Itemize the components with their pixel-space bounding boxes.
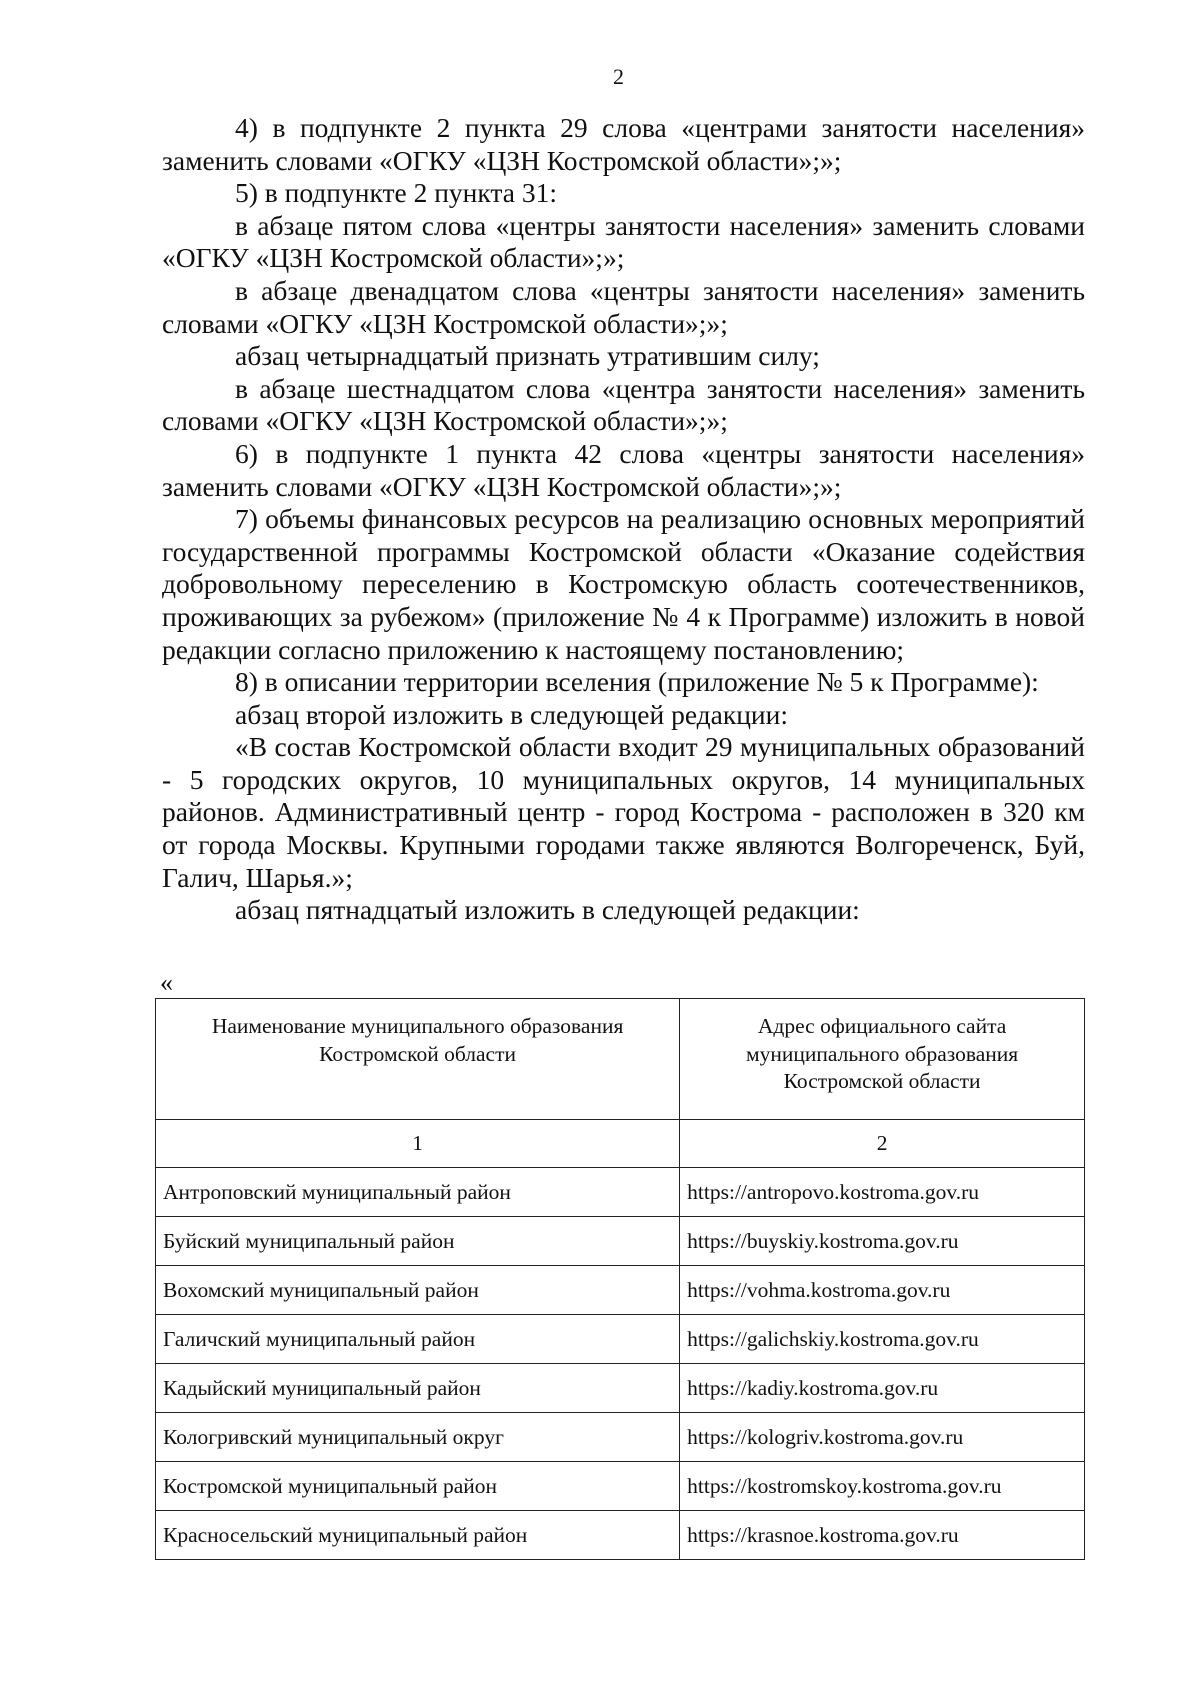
opening-quote: « xyxy=(160,968,173,997)
municipality-site: https://buyskiy.kostroma.gov.ru xyxy=(680,1217,1085,1266)
paragraph-item-4: 4) в подпункте 2 пункта 29 слова «центрами занятости населения» заменить словами «ОГКУ «ЦЗН Костромской области»;»; xyxy=(162,112,1085,176)
table-row xyxy=(156,1315,1085,1364)
municipality-site: https://krasnoe.kostroma.gov.ru xyxy=(680,1511,1085,1560)
paragraph-abzac-5: в абзаце пятом слова «центры занятости населения» заменить словами «ОГКУ «ЦЗН Костромской области»;»; xyxy=(162,209,1085,274)
table-row xyxy=(156,1511,1085,1560)
municipality-site: https://kologriv.kostroma.gov.ru xyxy=(680,1413,1085,1462)
paragraph-item-6: 6) в подпункте 1 пункта 42 слова «центры занятости населения» заменить словами «ОГКУ «ЦЗН Костромской области»;»; xyxy=(162,437,1085,502)
paragraph-abzac-15-intro: абзац пятнадцатый изложить в следующей редакции: xyxy=(235,894,860,926)
municipal-sites-table xyxy=(155,998,1085,1560)
paragraph-item-5: 5) в подпункте 2 пункта 31: xyxy=(235,177,557,209)
municipality-name: Костромской муниципальный район xyxy=(156,1462,680,1511)
municipality-name: Буйский муниципальный район xyxy=(156,1217,680,1266)
municipality-site: https://vohma.kostroma.gov.ru xyxy=(680,1266,1085,1315)
table-header-row xyxy=(156,999,1085,1120)
municipality-site: https://kostromskoy.kostroma.gov.ru xyxy=(680,1462,1085,1511)
paragraph-abzac-14: абзац четырнадцатый признать утратившим силу; xyxy=(235,340,820,372)
table-row xyxy=(156,1168,1085,1217)
table-header-name: Наименование муниципального образования Костромской области xyxy=(156,999,680,1120)
paragraph-abzac-16: в абзаце шестнадцатом слова «центра занятости населения» заменить словами «ОГКУ «ЦЗН Костромской области»;»; xyxy=(162,372,1085,437)
paragraph-item-8: 8) в описании территории вселения (приложение № 5 к Программе): xyxy=(235,666,1039,698)
document-body xyxy=(162,112,1085,927)
paragraph-abzac-2-text: «В состав Костромской области входит 29 муниципальных образований - 5 городских округов, 10 муниципальных округов, 14 муниципальных районов. Административный центр - город Кострома - расположен в 320 км от города Москвы. Крупными городами также являются Волгореченск, Буй, Галич, Шарья.»; xyxy=(162,731,1085,893)
municipality-site: https://antropovo.kostroma.gov.ru xyxy=(680,1168,1085,1217)
municipality-name: Антроповский муниципальный район xyxy=(156,1168,680,1217)
table-row xyxy=(156,1364,1085,1413)
municipality-name: Галичский муниципальный район xyxy=(156,1315,680,1364)
table-header-site: Адрес официального сайта муниципального образования Костромской области xyxy=(680,999,1085,1120)
municipality-name: Кологривский муниципальный округ xyxy=(156,1413,680,1462)
page-number: 2 xyxy=(613,64,624,89)
table-column-numbers-row xyxy=(156,1120,1085,1168)
municipality-site: https://galichskiy.kostroma.gov.ru xyxy=(680,1315,1085,1364)
table-row xyxy=(156,1462,1085,1511)
municipality-name: Вохомский муниципальный район xyxy=(156,1266,680,1315)
column-number-1: 1 xyxy=(156,1120,680,1168)
table-row xyxy=(156,1413,1085,1462)
table-row xyxy=(156,1266,1085,1315)
table-row xyxy=(156,1217,1085,1266)
paragraph-abzac-12: в абзаце двенадцатом слова «центры занятости населения» заменить словами «ОГКУ «ЦЗН Костромской области»;»; xyxy=(162,274,1085,339)
municipality-name: Кадыйский муниципальный район xyxy=(156,1364,680,1413)
municipality-name: Красносельский муниципальный район xyxy=(156,1511,680,1560)
paragraph-abzac-2-intro: абзац второй изложить в следующей редакции: xyxy=(235,698,789,730)
column-number-2: 2 xyxy=(680,1120,1085,1168)
paragraph-item-7: 7) объемы финансовых ресурсов на реализацию основных мероприятий государственной программы Костромской области «Оказание содействия добровольному переселению в Костромскую область соотечественников, проживающих за рубежом» (приложение № 4 к Программе) изложить в новой редакции согласно приложению к настоящему постановлению; xyxy=(162,503,1085,665)
municipality-site: https://kadiy.kostroma.gov.ru xyxy=(680,1364,1085,1413)
